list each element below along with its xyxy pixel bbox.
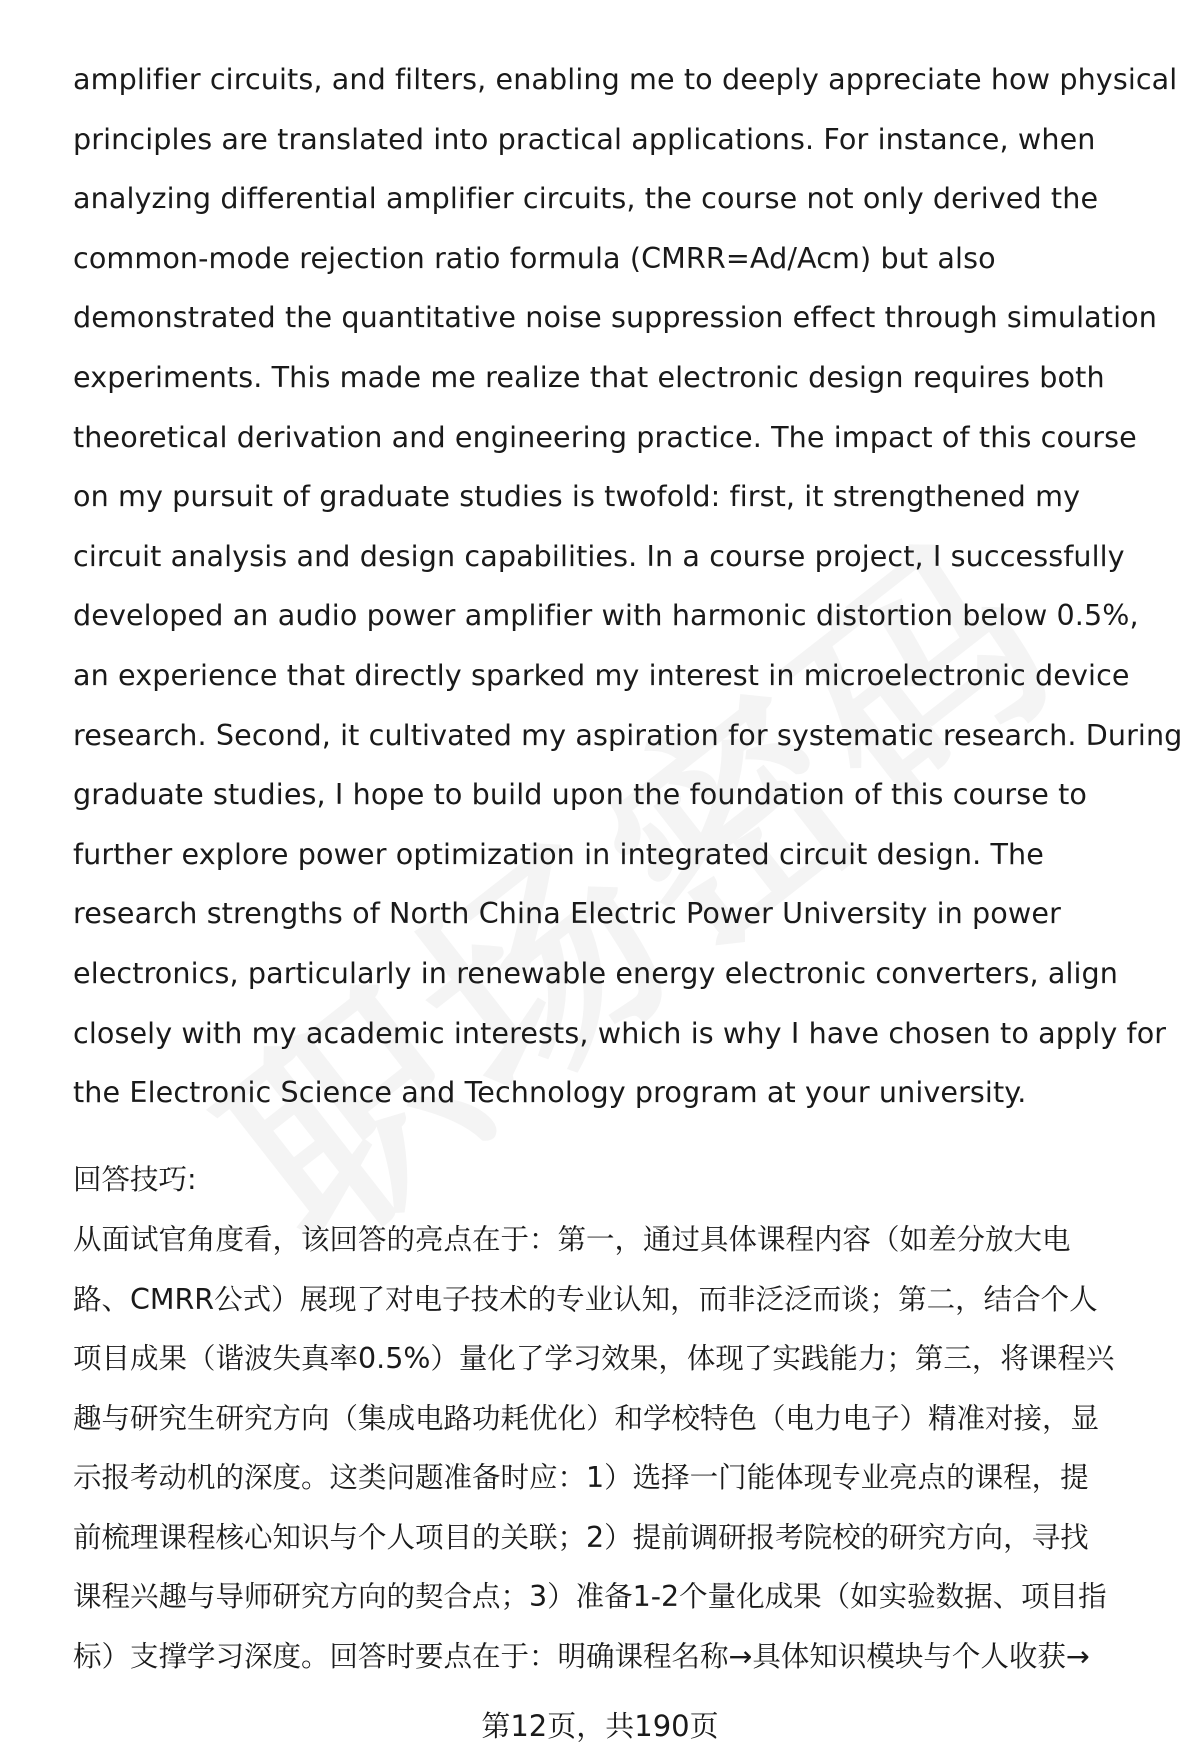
answer-tips-section (73, 1150, 1163, 1686)
text-line: closely with my academic interests, which is why I have chosen to apply for (73, 1015, 1167, 1050)
text-line: electronics, particularly in renewable energy electronic converters, align (73, 955, 1119, 990)
text-line: demonstrated the quantitative noise suppression effect through simulation (73, 300, 1157, 335)
text-line: an experience that directly sparked my interest in microelectronic device (73, 657, 1130, 692)
text-line: amplifier circuits, and filters, enabling me to deeply appreciate how physical (73, 62, 1178, 96)
text-line: research. Second, it cultivated my aspiration for systematic research. During (73, 717, 1183, 752)
tips-line: 趣与研究生研究方向（集成电路功耗优化）和学校特色（电力电子）精准对接，显 (73, 1401, 1100, 1435)
tips-line: 从面试官角度看，该回答的亮点在于：第一，通过具体课程内容（如差分放大电 (73, 1223, 1071, 1256)
text-line: research strengths of North China Electric Power University in power (73, 896, 1061, 931)
tips-line: 课程兴趣与导师研究方向的契合点；3）准备1-2个量化成果（如实验数据、项目指 (73, 1580, 1107, 1613)
text-line: on my pursuit of graduate studies is twofold: first, it strengthened my (73, 479, 1081, 514)
text-line: the Electronic Science and Technology program at your university. (73, 1075, 1027, 1110)
tips-line: 示报考动机的深度。这类问题准备时应：1）选择一门能体现专业亮点的课程，提 (73, 1461, 1089, 1494)
text-line: common-mode rejection ratio formula (CMRR=Ad/Acm) but also (73, 240, 996, 275)
tips-line: 路、CMRR公式）展现了对电子技术的专业认知，而非泛泛而谈；第二，结合个人 (73, 1282, 1098, 1316)
tips-line: 项目成果（谐波失真率0.5%）量化了学习效果，体现了实践能力；第三，将课程兴 (73, 1342, 1115, 1375)
tips-line: 标）支撑学习深度。回答时要点在于：明确课程名称→具体知识模块与个人收获→ (73, 1639, 1090, 1673)
text-line: principles are translated into practical applications. For instance, when (73, 121, 1096, 156)
text-line: experiments. This made me realize that electronic design requires both (73, 359, 1105, 394)
tips-heading: 回答技巧: (73, 1163, 197, 1196)
text-line: analyzing differential amplifier circuits, the course not only derived the (73, 181, 1099, 216)
text-line: circuit analysis and design capabilities. In a course project, I successfully (73, 538, 1125, 573)
text-line: developed an audio power amplifier with harmonic distortion below 0.5%, (73, 598, 1139, 633)
answer-paragraph (73, 50, 1183, 1123)
text-line: further explore power optimization in integrated circuit design. The (73, 836, 1044, 871)
text-line: theoretical derivation and engineering practice. The impact of this course (73, 419, 1137, 454)
page-number: 第12页，共190页 (481, 1709, 719, 1743)
text-line: graduate studies, I hope to build upon the foundation of this course to (73, 777, 1087, 812)
tips-line: 前梳理课程核心知识与个人项目的关联；2）提前调研报考院校的研究方向，寻找 (73, 1520, 1089, 1554)
